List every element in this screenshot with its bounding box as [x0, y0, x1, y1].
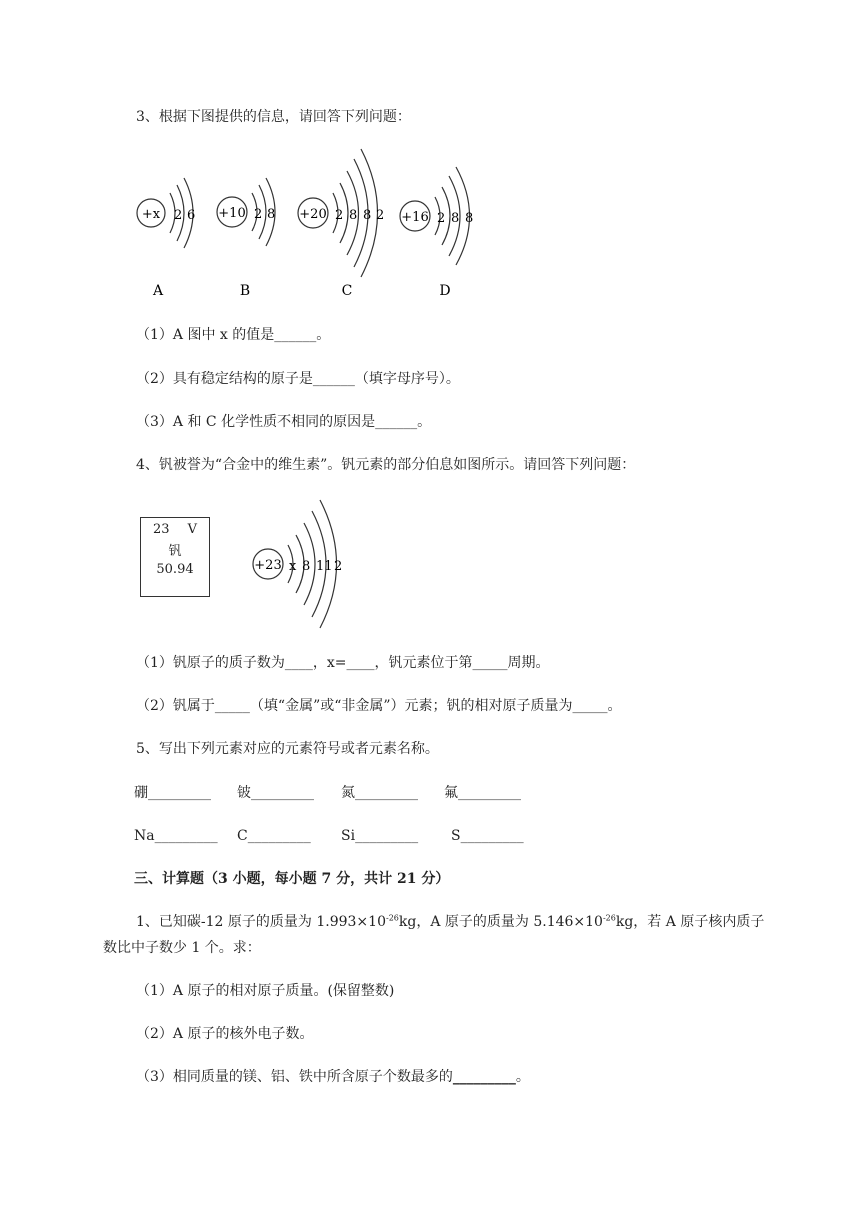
q5-row2-item-1: Na_________: [134, 828, 218, 844]
atom-b-shell-1: 2: [254, 207, 263, 222]
calc1-sub-3-text: （3）相同质量的镁、铝、铁中所含原子个数最多的: [136, 1069, 453, 1085]
q4-sub-2: （2）钒属于_____（填“金属”或“非金属”）元素；钒的相对原子质量为_____。: [136, 698, 622, 714]
atom-a-shell-1: 2: [174, 208, 183, 223]
element-name: 钒: [168, 544, 182, 559]
q3-sub-3: （3）A 和 C 化学性质不相同的原因是______。: [136, 414, 432, 430]
q5-row1-item-4: 氟_________: [444, 785, 521, 801]
q5-row1-item-2: 铍_________: [237, 785, 314, 801]
calc1-sub-3-blank: _________: [452, 1069, 516, 1085]
vanadium-shell-4: 2: [334, 559, 343, 574]
vanadium-shell-3: 11: [316, 559, 333, 574]
calc1-exponent-2: -26: [602, 913, 616, 923]
calc1-text-b: kg，A 原子的质量为 5.146×10: [398, 914, 603, 930]
atom-c-shell-4: 2: [376, 208, 385, 223]
atom-a-shell-2: 6: [187, 208, 196, 223]
q5-row2-item-4: S_________: [451, 828, 524, 844]
element-card: [140, 517, 210, 597]
q5-row2-item-3: Si_________: [341, 828, 419, 844]
atom-d: [400, 167, 473, 299]
q3-title: 3、根据下图提供的信息，请回答下列问题：: [136, 109, 411, 125]
atom-c: [298, 149, 384, 299]
atom-d-core: +16: [401, 210, 429, 225]
atom-b-shell-2: 8: [267, 207, 276, 222]
atom-c-core: +20: [299, 207, 327, 222]
calc1-text-a: 1、已知碳-12 原子的质量为 1.993×10: [136, 914, 386, 930]
q3-atom-diagrams: [130, 145, 490, 305]
atom-d-shell-1: 2: [437, 211, 446, 226]
atom-b-label: B: [239, 283, 251, 299]
q4-sub-1: （1）钒原子的质子数为____，x=____，钒元素位于第_____周期。: [136, 655, 550, 671]
atom-b: [217, 178, 275, 299]
q5-row1-item-3: 氮_________: [341, 785, 418, 801]
calc1-line-1: [136, 913, 764, 931]
q4-title: 4、钒被誉为“合金中的维生素”。钒元素的部分伯息如图所示。请回答下列问题：: [136, 457, 636, 473]
vanadium-shell-1: x: [289, 559, 297, 574]
vanadium-core: +23: [254, 558, 282, 573]
calc1-sub-1: （1）A 原子的相对原子质量。(保留整数): [136, 983, 395, 999]
atom-c-shell-2: 8: [349, 208, 358, 223]
calc1-sub-3: [136, 1068, 530, 1086]
calc1-text-c: kg，若 A 原子核内质子: [615, 914, 765, 930]
atom-a: [137, 178, 195, 299]
q3-sub-2: （2）具有稳定结构的原子是______（填字母序号）。: [136, 371, 460, 387]
atom-c-label: C: [341, 283, 353, 299]
q3-sub-1: （1）A 图中 x 的值是______。: [136, 327, 331, 343]
calc1-line-2: 数比中子数少 1 个。求：: [103, 940, 261, 956]
vanadium-shell-2: 8: [302, 559, 311, 574]
atom-d-label: D: [439, 283, 451, 299]
atom-c-shell-3: 8: [363, 208, 372, 223]
q5-title: 5、写出下列元素对应的元素符号或者元素名称。: [136, 741, 439, 757]
atom-b-core: +10: [218, 206, 246, 221]
atom-d-shell-2: 8: [451, 211, 460, 226]
section-3-heading: 三、计算题（3 小题，每小题 7 分，共计 21 分）: [134, 871, 450, 887]
vanadium-atom-diagram: [240, 495, 360, 635]
atom-a-core: +x: [141, 207, 161, 222]
element-symbol: V: [187, 522, 197, 537]
atom-a-label: A: [152, 283, 164, 299]
element-mass: 50.94: [156, 562, 194, 577]
q5-row2-item-2: C_________: [237, 828, 311, 844]
element-number: 23: [153, 522, 170, 537]
calc1-exponent-1: -26: [385, 913, 399, 923]
atom-c-shell-1: 2: [335, 208, 344, 223]
q5-row1-item-1: 硼_________: [134, 785, 211, 801]
calc1-sub-2: （2）A 原子的核外电子数。: [136, 1026, 314, 1042]
atom-d-shell-3: 8: [465, 211, 474, 226]
calc1-sub-3-end: 。: [515, 1069, 530, 1085]
